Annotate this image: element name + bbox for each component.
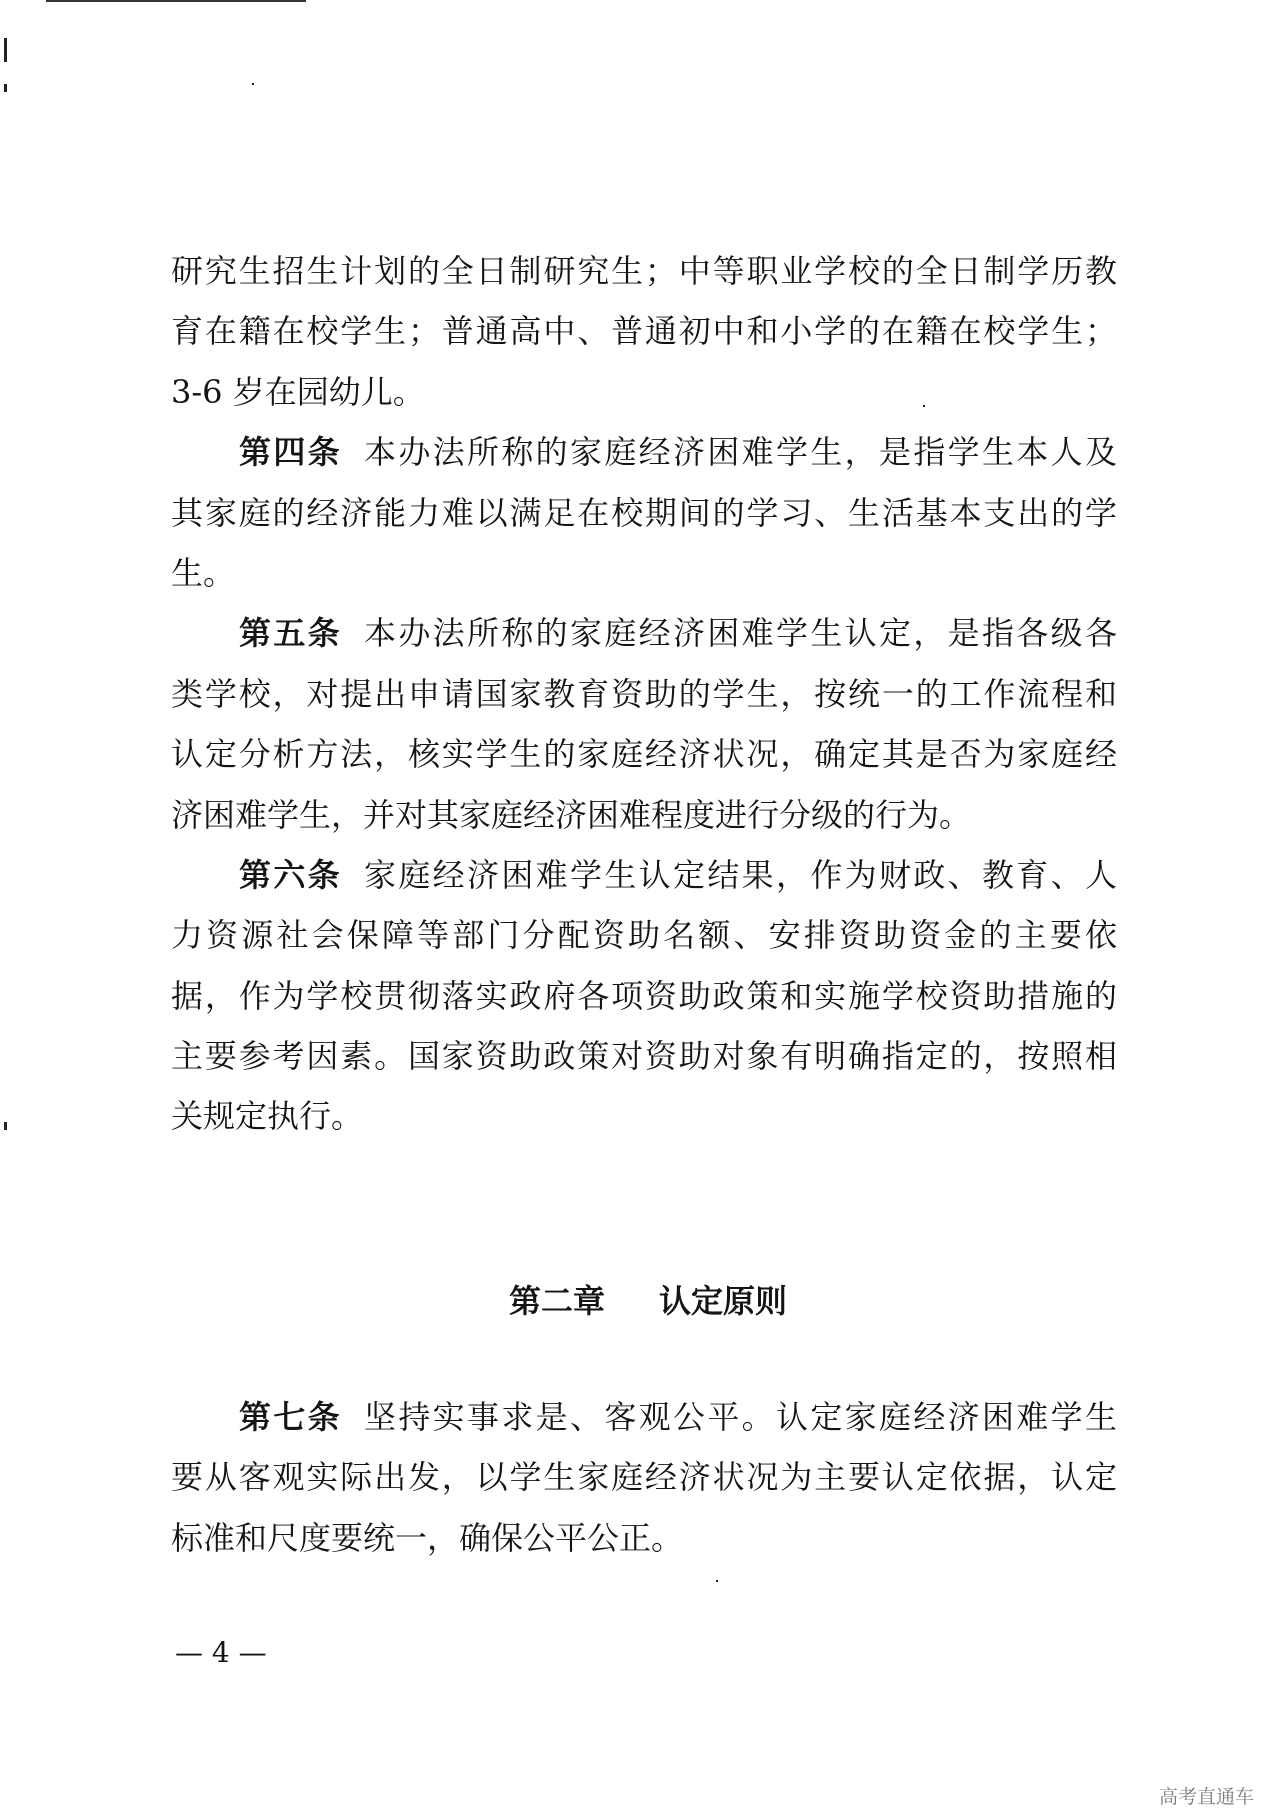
article-5-first-line [171,603,1117,663]
body-text-section-1 [171,241,1117,1147]
article-7-label: 第七条 [239,1398,342,1436]
article-4-text: 本办法所称的家庭经济困难学生，是指学生本人及 [364,433,1117,472]
article-6-line: 力资源社会保障等部门分配资助名额、安排资助资金的主要依 [171,916,1117,955]
scan-artifact [4,38,7,62]
intro-line: 育在籍在校学生；普通高中、普通初中和小学的在籍在校学生； [171,312,1117,351]
article-6-line: 主要参考因素。国家资助政策对资助对象有明确指定的，按照相 [171,1037,1117,1076]
article-7-first-line [171,1387,1117,1447]
intro-line: 研究生招生计划的全日制研究生；中等职业学校的全日制学历教 [171,252,1117,290]
scan-artifact [4,1122,7,1130]
article-5-line: 济困难学生，并对其家庭经济困难程度进行分级的行为。 [171,795,972,834]
article-4-first-line [171,422,1117,482]
article-6-text: 家庭经济困难学生认定结果，作为财政、教育、人 [364,855,1117,894]
article-6-label: 第六条 [239,855,342,894]
article-5-line: 类学校，对提出申请国家教育资助的学生，按统一的工作流程和 [171,674,1117,713]
article-4-label: 第四条 [239,433,342,472]
article-4-line: 生。 [171,553,236,592]
article-7-line: 要从客观实际出发，以学生家庭经济状况为主要认定依据，认定 [171,1458,1117,1497]
scan-artifact [252,83,254,85]
article-5-label: 第五条 [239,614,342,653]
watermark: 高考直通车 [1158,1786,1254,1808]
article-7-text: 坚持实事求是、客观公平。认定家庭经济困难学生 [364,1398,1117,1436]
article-5-line: 认定分析方法，核实学生的家庭经济状况，确定其是否为家庭经 [171,735,1117,774]
article-6-line: 关规定执行。 [171,1097,364,1136]
body-text-section-2 [171,1387,1117,1568]
article-5-text: 本办法所称的家庭经济困难学生认定，是指各级各 [364,614,1117,653]
scan-edge-mark [46,0,306,2]
chapter-heading [0,1271,1280,1331]
chapter-title: 认定原则 [659,1282,788,1320]
article-6-first-line [171,845,1117,905]
article-6-line: 据，作为学校贯彻落实政府各项资助政策和实施学校资助措施的 [171,976,1117,1015]
intro-line: 3-6 岁在园幼儿。 [171,372,425,411]
scan-artifact [716,1580,718,1582]
page-number: — 4 — [175,1636,267,1669]
article-7-line: 标准和尺度要统一，确保公平公正。 [171,1518,684,1557]
scan-artifact [4,84,7,92]
article-4-line: 其家庭的经济能力难以满足在校期间的学习、生活基本支出的学 [171,493,1117,532]
chapter-number: 第二章 [508,1282,605,1320]
